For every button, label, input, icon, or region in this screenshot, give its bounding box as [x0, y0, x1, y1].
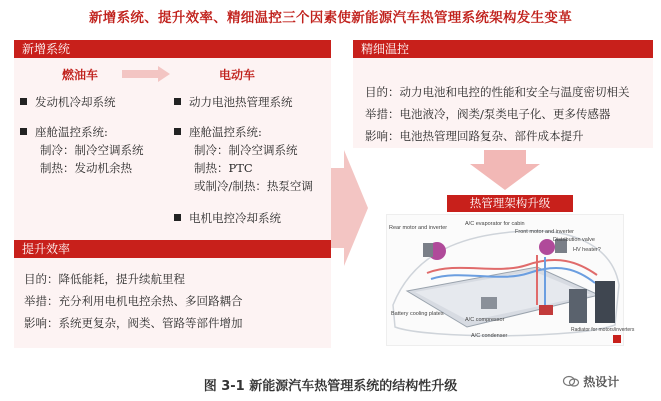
fuel-cabin-heating: 制热：发动机余热 [40, 161, 132, 175]
new-systems-panel [14, 40, 331, 252]
upgrade-label: 热管理架构升级 [447, 195, 573, 212]
label-radiator: Radiator for motors/inverters [571, 327, 635, 333]
ev-cabin: 座舱温控系统: [174, 125, 262, 140]
label-battery-plates: Battery cooling plates [391, 311, 444, 317]
label-ac-condenser: A/C condenser [471, 333, 508, 339]
label-hv-heater: HV heater? [573, 247, 601, 253]
ev-heat-pump: 或制冷/制热：热泵空调 [194, 179, 313, 193]
ev-battery-thermal: 动力电池热管理系统 [174, 95, 293, 110]
fine-control-header: 精细温控 [353, 40, 653, 58]
fine-control-measure: 举措：电池液冷，阀类/泵类电子化、更多传感器 [365, 107, 611, 121]
page-title: 新增系统、提升效率、精细温控三个因素使新能源汽车热管理系统架构发生变革 [89, 10, 572, 26]
bullet-icon [20, 128, 27, 135]
label-ac-compressor: A/C compressor [465, 317, 505, 323]
bullet-icon [174, 214, 181, 221]
ev-heading: 电动车 [219, 68, 256, 82]
watermark [563, 373, 619, 390]
fine-control-impact: 影响：电池热管理回路复杂、部件成本提升 [365, 129, 584, 143]
efficiency-impact: 影响：系统更复杂，阀类、管路等部件增加 [24, 316, 243, 330]
bullet-icon [174, 98, 181, 105]
label-rear-motor: Rear motor and inverter [389, 225, 448, 231]
fuel-car-heading: 燃油车 [62, 68, 99, 82]
label-front-motor: Front motor and inverter [515, 229, 574, 235]
arrow-right-icon [122, 66, 172, 82]
ev-cabin-heating: 制热：PTC [194, 161, 253, 175]
fuel-cabin: 座舱温控系统: [20, 125, 108, 140]
fine-control-goal: 目的：动力电池和电控的性能和安全与温度密切相关 [365, 85, 630, 99]
label-ac-evaporator: A/C evaporator for cabin [465, 221, 525, 227]
fuel-cabin-cooling: 制冷：制冷空调系统 [40, 143, 144, 157]
watermark-text: 热设计 [583, 375, 620, 389]
bullet-icon [20, 98, 27, 105]
ev-cabin-cooling: 制冷：制冷空调系统 [194, 143, 298, 157]
down-arrow-icon [470, 150, 540, 190]
efficiency-goal: 目的：降低能耗，提升续航里程 [24, 272, 185, 286]
figure-caption: 图 3-1 新能源汽车热管理系统的结构性升级 [203, 379, 458, 394]
bullet-icon [174, 128, 181, 135]
wechat-icon [563, 375, 579, 387]
label-distribution-valve: Distribution valve [553, 237, 595, 243]
ev-thermal-schematic [387, 215, 635, 345]
thermal-diagram [386, 214, 635, 346]
ev-motor-cooling: 电机电控冷却系统 [174, 211, 281, 226]
efficiency-measure: 举措：充分利用电机电控余热、多回路耦合 [24, 294, 243, 308]
fuel-engine-cooling: 发动机冷却系统 [20, 95, 116, 110]
efficiency-header: 提升效率 [14, 240, 331, 258]
efficiency-panel [14, 240, 331, 348]
fine-control-panel [353, 40, 653, 148]
new-systems-header: 新增系统 [14, 40, 331, 58]
